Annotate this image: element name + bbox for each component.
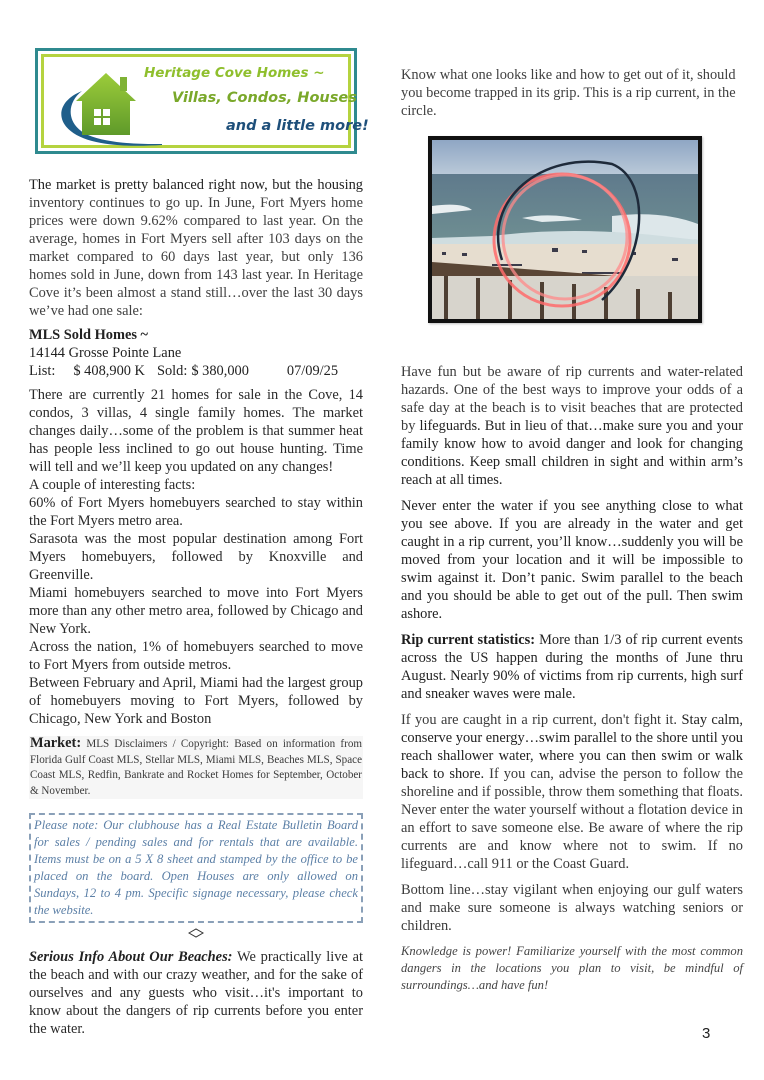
list-price: $ 408,900 K xyxy=(73,363,145,379)
intro-text-3: inventory continues to go up. In June, Fort Myers home prices were down 9.62% compared to last year. On the average, homes in Fort Myers sell after 103 days on the market compared to 60 days last year, but only 136 homes sold in June, down from 143 last year. In Heritage Cove it’s been almost a stand still…over the last 30 days we’ve had one sale: xyxy=(29,195,363,319)
logo-subtitle: Villas, Condos, Houses xyxy=(172,90,357,106)
rip-current-photo-icon xyxy=(432,140,698,319)
market-disclaimer xyxy=(29,736,363,799)
fact-item: Miami homebuyers searched to move into Fort Myers more than any other metro area, followed by Chicago and New York. xyxy=(29,585,363,637)
interesting-facts xyxy=(29,476,363,728)
logo-title: Heritage Cove Homes ~ xyxy=(144,65,325,81)
caught-text-1: If you are caught in a rip current, don't fight it. xyxy=(401,712,682,728)
mls-sold-homes xyxy=(29,326,363,380)
beaches-heading: Serious Info About Our Beaches: xyxy=(29,949,233,965)
beaches-intro-paragraph xyxy=(29,948,363,1038)
logo-frame xyxy=(41,54,369,148)
intro-text-2: housing xyxy=(317,177,363,193)
mls-price-row xyxy=(29,362,363,380)
sold-price: $ 380,000 xyxy=(191,363,249,379)
have-fun-text-1: Have fun but be aware of rip currents and water-related hazards. One of the best ways to improve your odds of a safe day at the beach is to visit beaches that are protected by xyxy=(401,364,743,434)
facts-heading: A couple of interesting facts: xyxy=(29,477,196,493)
fact-item: Between February and April, Miami had the largest group of homebuyers moving to Fort Myers, followed by Chicago, New York and Boston xyxy=(29,675,363,727)
have-fun-paragraph xyxy=(401,363,743,489)
sold-label: Sold: xyxy=(156,363,188,379)
stats-heading: Rip current statistics: xyxy=(401,632,536,648)
caught-text-2: Stay calm, conserve your energy…swim parallel to the shore until you reach shallower water, where you can then swim or walk back to shore. xyxy=(401,712,743,782)
stats-text: More than 1/3 of rip current events across the US happen during the months of June thru August. Nearly 90% of victims from rip currents, high surf and sneaker waves were male. xyxy=(401,632,743,702)
fact-item: 60% of Fort Myers homebuyers searched to stay within the Fort Myers metro area. xyxy=(29,495,363,529)
caught-paragraph xyxy=(401,711,743,873)
caught-text-3: If you can, advise the person to follow the shoreline and if possible, throw them something that floats. Never enter the water yourself without a flotation device in an effort to save someone else. Be aware of where the rip currents are and know where not to swim. If no lifeguard…call 911 or the Coast Guard. xyxy=(401,766,743,872)
logo-tagline: and a little more! xyxy=(226,118,369,134)
list-label: List: xyxy=(29,363,56,379)
right-column xyxy=(401,66,743,994)
diamond-divider-icon xyxy=(29,926,363,946)
have-fun-text-2: lifeguards. But in lieu of that…make sure you and your family know how to avoid danger and look for changing conditions. Keep small children in sight and within arm’s reach at all times. xyxy=(401,418,743,488)
bottom-line-paragraph: Bottom line…stay vigilant when enjoying our gulf waters and make sure someone is always watching seniors or children. xyxy=(401,882,743,934)
rip-stats-paragraph xyxy=(401,631,743,703)
rip-intro-paragraph: Know what one looks like and how to get out of it, should you become trapped in its grip. This is a rip current, in the circle. xyxy=(401,67,736,119)
knowledge-paragraph: Knowledge is power! Familiarize yourself with the most common dangers in the locations you plan to visit, be mindful of surroundings…and have fun! xyxy=(401,944,743,992)
availability-paragraph: There are currently 21 homes for sale in the Cove, 14 condos, 3 villas, 4 single family homes. The market changes daily…some of the problem is that summer heat has people less inclined to go out house hunting. Time will tell and we’ll keep you updated on any changes! xyxy=(29,387,363,475)
heritage-cove-logo xyxy=(35,48,369,154)
page-number: 3 xyxy=(702,1025,711,1042)
left-column xyxy=(29,48,369,1038)
sold-date: 07/09/25 xyxy=(286,363,339,379)
intro-text-1: The market is pretty balanced right now, but the xyxy=(29,177,313,193)
fact-item: Across the nation, 1% of homebuyers searched to move to Fort Myers from outside metros. xyxy=(29,639,363,673)
rip-current-photo xyxy=(428,136,702,323)
bulletin-board-note: Please note: Our clubhouse has a Real Estate Bulletin Board for sales / pending sales and for rentals that are available. Items must be on a 5 X 8 sheet and stamped by the office to be placed on the board. Open Houses are only allowed on Sundays, 12 to 4 pm. Specific signage necessary, please check the website. xyxy=(29,813,363,923)
beaches-text: We practically live at the beach and with our crazy weather, and for the sake of ourselves and any guests who visit…it's important to know about the dangers of rip currents before you enter the water. xyxy=(29,949,363,1037)
mls-title: MLS Sold Homes ~ xyxy=(29,327,149,343)
market-label: Market: xyxy=(30,735,82,751)
market-disclaimer-text: MLS Disclaimers / Copyright: Based on information from Florida Gulf Coast MLS, Stellar MLS, Miami MLS, Beaches MLS, Space Coast MLS, Redfin, Bankrate and Rocket Homes for September, October & November. xyxy=(30,738,362,797)
market-intro-paragraph xyxy=(29,176,363,320)
mls-address: 14144 Grosse Pointe Lane xyxy=(29,345,182,361)
fact-item: Sarasota was the most popular destination among Fort Myers homebuyers, followed by Knoxville and Greenville. xyxy=(29,531,363,583)
never-enter-paragraph: Never enter the water if you see anything close to what you see above. If you are already in the water and get caught in a rip current, you’ll know…suddenly you will be moved from your location and it will be impossible to swim against it. Don’t panic. Swim parallel to the beach and you should be able to get out of the pull. Then swim ashore. xyxy=(401,498,743,622)
